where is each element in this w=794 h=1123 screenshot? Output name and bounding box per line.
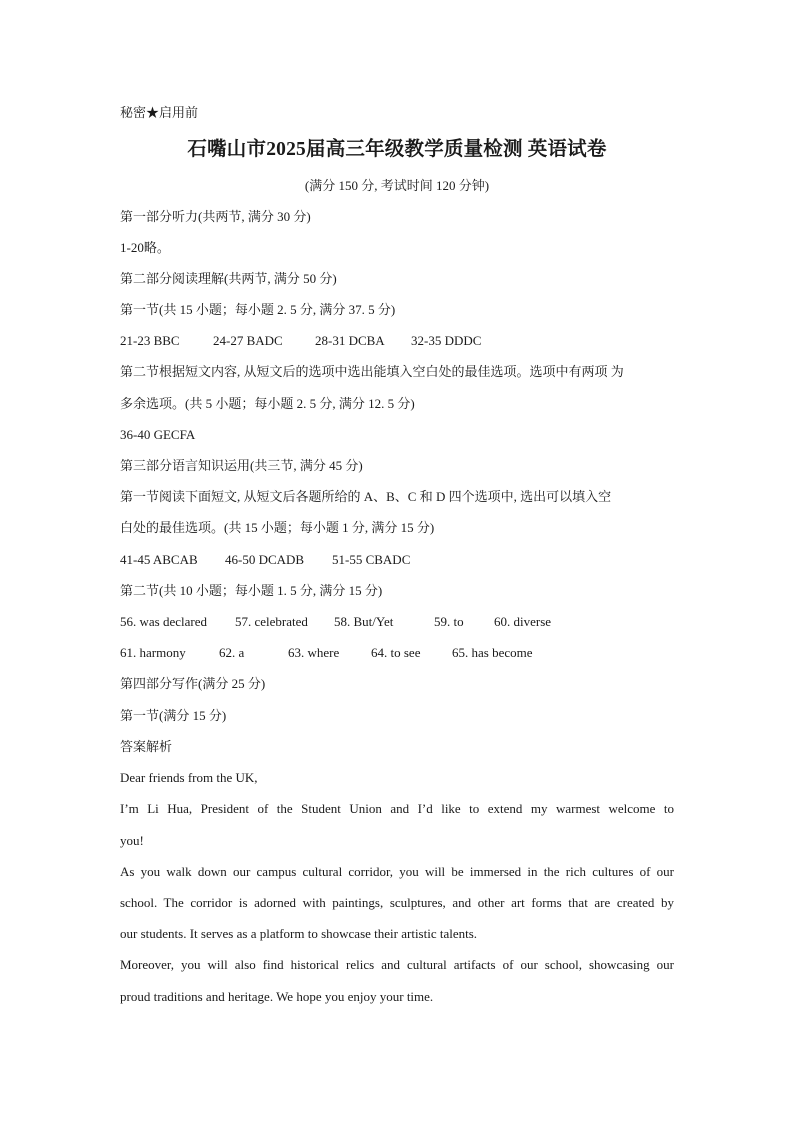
exam-title: 石嘴山市2025届高三年级教学质量检测 英语试卷 — [187, 139, 607, 160]
essay-paragraph-line: proud traditions and heritage. We hope you enjoy your time. — [120, 989, 434, 1004]
part2-section1-heading: 第一节(共 15 小题；每小题 2. 5 分, 满分 37. 5 分) — [120, 302, 396, 317]
answer-group: 24-27 BADC — [213, 333, 283, 348]
answer-item: 57. celebrated — [235, 614, 308, 629]
secret-label: 秘密★启用前 — [120, 105, 199, 120]
part2-heading: 第二部分阅读理解(共两节, 满分 50 分) — [120, 271, 337, 286]
answer-group: 32-35 DDDC — [411, 333, 482, 348]
answer-item: 58. But/Yet — [334, 614, 394, 629]
part3-heading: 第三部分语言知识运用(共三节, 满分 45 分) — [120, 458, 363, 473]
answer-item: 64. to see — [371, 645, 421, 660]
answer-item: 56. was declared — [120, 614, 207, 629]
answer-group: 51-55 CBADC — [332, 552, 411, 567]
answer-group: 21-23 BBC — [120, 333, 180, 348]
part1-note: 1-20略。 — [120, 240, 170, 255]
exam-subtitle: (满分 150 分, 考试时间 120 分钟) — [304, 178, 490, 193]
answer-item: 63. where — [288, 645, 340, 660]
part2-section2-answer: 36-40 GECFA — [120, 427, 196, 442]
answer-group: 46-50 DCADB — [225, 552, 305, 567]
answer-item: 61. harmony — [120, 645, 186, 660]
part3-section1-instructions-line2: 白处的最佳选项。(共 15 小题；每小题 1 分, 满分 15 分) — [120, 520, 435, 535]
essay-greeting: Dear friends from the UK, — [120, 770, 258, 785]
essay-paragraph-line: our students. It serves as a platform to showcase their artistic talents. — [120, 926, 478, 941]
part1-heading: 第一部分听力(共两节, 满分 30 分) — [120, 209, 311, 224]
part3-section1-instructions-line1: 第一节阅读下面短文, 从短文后各题所给的 A、B、C 和 D 四个选项中, 选出可以填入空 — [120, 489, 612, 504]
answer-analysis-label: 答案解析 — [120, 739, 173, 754]
part3-section2-heading: 第二节(共 10 小题；每小题 1. 5 分, 满分 15 分) — [120, 583, 383, 598]
part4-section1-heading: 第一节(满分 15 分) — [120, 708, 227, 723]
answer-item: 65. has become — [452, 645, 533, 660]
answer-group: 28-31 DCBA — [315, 333, 385, 348]
essay-paragraph-line: As you walk down our campus cultural corridor, you will be immersed in the rich cultures of our — [120, 864, 674, 879]
part2-section2-instructions-line2: 多余选项。(共 5 小题；每小题 2. 5 分, 满分 12. 5 分) — [120, 396, 415, 411]
answer-group: 41-45 ABCAB — [120, 552, 198, 567]
essay-paragraph-line: Moreover, you will also find historical relics and cultural artifacts of our school, showcasing our — [120, 957, 674, 972]
essay-paragraph-line: school. The corridor is adorned with paintings, sculptures, and other art forms that are created by — [120, 895, 674, 910]
essay-paragraph-line: you! — [120, 833, 144, 848]
essay-paragraph-line: I’m Li Hua, President of the Student Union and I’d like to extend my warmest welcome to — [120, 801, 674, 816]
part2-section2-instructions-line1: 第二节根据短文内容, 从短文后的选项中选出能填入空白处的最佳选项。选项中有两项 为 — [120, 364, 624, 379]
answer-item: 60. diverse — [494, 614, 552, 629]
answer-item: 62. a — [219, 645, 245, 660]
answer-item: 59. to — [434, 614, 464, 629]
part4-heading: 第四部分写作(满分 25 分) — [120, 676, 266, 691]
